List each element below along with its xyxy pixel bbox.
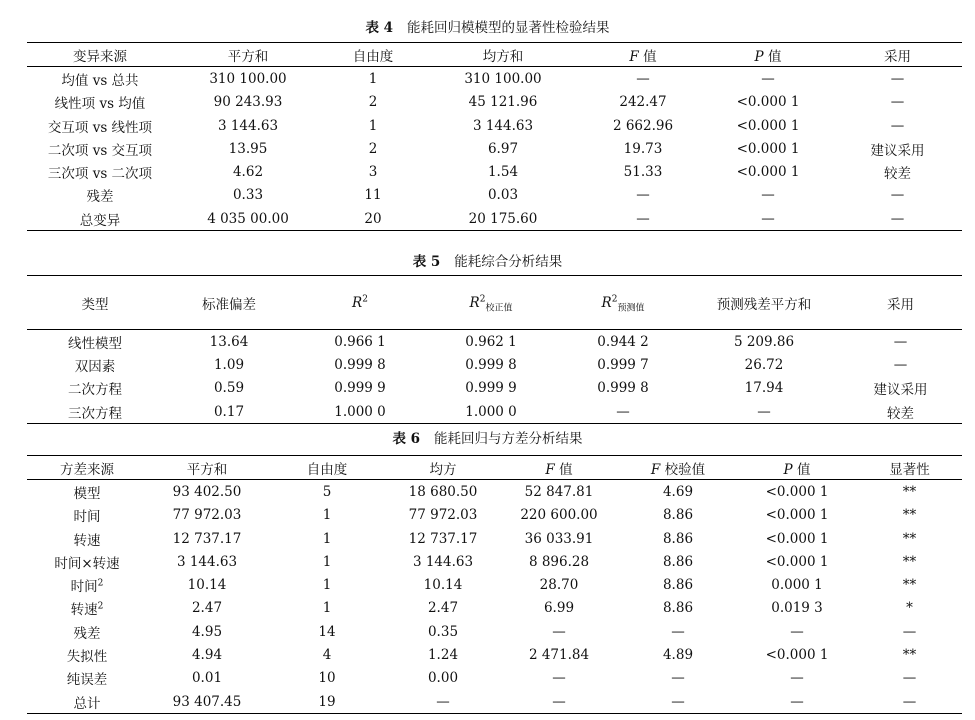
table-cell: 失拟性 — [66, 649, 108, 666]
table-cell: 建议采用 — [870, 142, 925, 159]
table-cell: 三次方程 — [68, 405, 122, 422]
superscript: 2 — [479, 294, 486, 304]
text-span: 值 — [796, 461, 811, 478]
table-cell: — — [893, 333, 908, 350]
table-cell: 2.47 — [191, 600, 223, 617]
table-cell: — — [902, 693, 917, 710]
table-cell: 1.000 0 — [465, 403, 517, 420]
table-cell: — — [890, 210, 905, 227]
table6-header-f-check — [619, 456, 737, 480]
table-cell: — — [636, 210, 650, 227]
table5-header-r2-adj — [425, 276, 557, 330]
table-cell: 1 — [322, 600, 332, 617]
text-span: R — [601, 294, 612, 311]
table-cell: 1 — [322, 553, 332, 570]
table-cell: <0.000 1 — [765, 530, 829, 547]
table-cell: 1.09 — [213, 356, 245, 373]
table4-header-f — [583, 43, 703, 67]
table-cell: 残差 — [86, 189, 114, 206]
table-row — [27, 114, 962, 137]
table-cell: 0.000 1 — [771, 577, 823, 594]
table-cell: — — [890, 70, 905, 87]
table-cell: 310 100.00 — [464, 70, 542, 87]
table-cell: 28.70 — [539, 577, 579, 594]
table-cell: 52 847.81 — [524, 483, 594, 500]
table-cell: 77 972.03 — [172, 507, 242, 524]
table-cell: 总变异 — [79, 212, 121, 229]
table-row — [27, 353, 962, 376]
table-cell: <0.000 1 — [736, 140, 800, 157]
text-span: F — [650, 461, 661, 478]
table-row — [27, 330, 962, 354]
table-cell: — — [552, 693, 566, 710]
table-cell: <0.000 1 — [765, 507, 829, 524]
table-row — [27, 667, 962, 690]
table-cell: — — [671, 623, 685, 640]
table-row — [27, 160, 962, 183]
table-cell: 0.999 9 — [465, 380, 517, 397]
table-cell: <0.000 1 — [736, 94, 800, 111]
superscript: 2 — [97, 578, 104, 589]
table-cell: 36 033.91 — [524, 530, 594, 547]
table-cell: 4.69 — [662, 483, 694, 500]
table-cell: 3 — [368, 164, 378, 181]
table-cell: <0.000 1 — [765, 553, 829, 570]
subscript: 预测值 — [617, 303, 645, 314]
table5-header-adopt: 采用 — [887, 296, 914, 313]
table-row — [27, 620, 962, 643]
table-cell: 0.962 1 — [465, 333, 517, 350]
table-cell: 8.86 — [662, 530, 694, 547]
table-cell: 12 737.17 — [172, 530, 242, 547]
table5-caption — [0, 254, 975, 270]
superscript: 2 — [97, 601, 104, 612]
table-cell: 0.33 — [232, 187, 264, 204]
table-cell: 2.47 — [427, 600, 459, 617]
table-cell — [27, 573, 147, 596]
text-span: R — [469, 294, 480, 311]
table5-header-type: 类型 — [81, 296, 109, 313]
table-cell: 10 — [318, 670, 336, 687]
table-cell: 2 662.96 — [612, 117, 674, 134]
table-cell: — — [761, 187, 775, 204]
table-cell: 2 — [368, 94, 378, 111]
table-cell: 0.999 9 — [334, 380, 386, 397]
table-cell: 4 — [322, 647, 332, 664]
table-cell: 1 — [322, 507, 332, 524]
text-span: 值 — [559, 461, 573, 478]
table-cell: 0.999 7 — [597, 356, 649, 373]
text-span: 值 — [643, 48, 657, 65]
table-cell: 11 — [364, 187, 382, 204]
table5-header-press: 预测残差平方和 — [716, 296, 812, 313]
table-cell: 3 144.63 — [176, 553, 238, 570]
table-cell: — — [890, 117, 905, 134]
table-cell: — — [790, 623, 804, 640]
table-cell: 3 144.63 — [412, 553, 474, 570]
table-cell: 0.00 — [427, 670, 459, 687]
table6-label: 表 6 — [392, 431, 421, 447]
table-cell: — — [761, 70, 775, 87]
table-cell: 0.999 8 — [597, 380, 649, 397]
table-cell: ** — [902, 647, 917, 664]
table4-header-row — [27, 43, 962, 67]
text-span: F — [545, 461, 555, 478]
table-cell: — — [552, 623, 566, 640]
table6-header-row — [27, 456, 962, 480]
table-cell: 242.47 — [619, 94, 667, 111]
table-cell: — — [616, 403, 630, 420]
table-cell: — — [671, 670, 685, 687]
table-cell: <0.000 1 — [765, 647, 829, 664]
table-cell: 10.14 — [423, 577, 463, 594]
table-cell: 转速 — [73, 532, 101, 549]
table-cell: 6.99 — [543, 600, 575, 617]
table-cell: 双因素 — [74, 358, 116, 375]
table-row — [27, 91, 962, 114]
table-cell: 线性模型 — [68, 335, 122, 352]
table-cell: — — [890, 94, 905, 111]
table-cell: 19 — [318, 693, 336, 710]
table-cell: 0.999 8 — [334, 356, 386, 373]
table-cell: 3 144.63 — [472, 117, 534, 134]
table-row — [27, 690, 962, 714]
table-cell: 1 — [322, 530, 332, 547]
table-cell: 0.999 8 — [465, 356, 517, 373]
table4-header-ss: 平方和 — [227, 48, 269, 65]
table-cell: 13.64 — [209, 333, 249, 350]
table-cell — [27, 597, 147, 620]
table-cell: 二次方程 — [68, 382, 122, 399]
table-cell: 0.59 — [213, 380, 245, 397]
table-cell: ** — [902, 577, 917, 594]
table-cell: 6.97 — [487, 140, 519, 157]
table5 — [27, 275, 962, 424]
table-cell: <0.000 1 — [736, 117, 800, 134]
table-cell: — — [757, 403, 771, 420]
table-row — [27, 377, 962, 400]
table-cell: 纯误差 — [66, 672, 108, 689]
table-cell: 1 — [368, 117, 378, 134]
table-cell: — — [761, 210, 775, 227]
table6-header-ss: 平方和 — [186, 461, 228, 478]
table-cell: 4 035 00.00 — [207, 210, 289, 227]
table-cell: 8 896.28 — [528, 553, 590, 570]
table-cell: 4.94 — [191, 647, 223, 664]
table-cell: — — [790, 693, 804, 710]
table6-header-f — [499, 456, 619, 480]
table-cell: 13.95 — [228, 140, 268, 157]
table-cell: 1.000 0 — [334, 403, 386, 420]
table-row — [27, 550, 962, 573]
text-span: F — [629, 48, 639, 65]
table-cell: 3 144.63 — [217, 117, 279, 134]
table5-header-r2 — [295, 276, 425, 330]
text-span: 转速 — [70, 602, 98, 619]
table-cell: 93 402.50 — [172, 483, 242, 500]
table-cell: 时间 — [73, 509, 101, 526]
table4-header-df: 自由度 — [352, 48, 394, 65]
table-row — [27, 597, 962, 620]
table-cell: 26.72 — [744, 356, 784, 373]
text-span: P — [783, 461, 793, 478]
text-span: 时间 — [70, 579, 98, 596]
table-row — [27, 480, 962, 504]
table4-header-p — [703, 43, 833, 67]
table-cell: 建议采用 — [873, 382, 928, 399]
table-cell: 时间×转速 — [54, 555, 120, 572]
table-cell: 20 175.60 — [468, 210, 538, 227]
table-cell: 93 407.45 — [172, 693, 242, 710]
table-cell: 线性项 vs 均值 — [54, 96, 146, 113]
table6-header-p — [737, 456, 857, 480]
table-cell: 0.03 — [487, 187, 519, 204]
table-cell: 90 243.93 — [213, 94, 283, 111]
table6-header-ms: 均方 — [429, 461, 457, 478]
table-cell: ** — [902, 507, 917, 524]
table5-header-std: 标准偏差 — [202, 296, 256, 313]
table-cell: 18 680.50 — [408, 483, 478, 500]
table-cell: — — [902, 670, 917, 687]
table-cell: 1.54 — [487, 164, 519, 181]
table-cell: 4.62 — [232, 164, 264, 181]
text-span: 校验值 — [664, 461, 706, 478]
table-cell: 0.35 — [427, 623, 459, 640]
table-cell: — — [636, 70, 650, 87]
table-row — [27, 207, 962, 231]
table-row — [27, 400, 962, 424]
table-cell: 交互项 vs 线性项 — [47, 119, 153, 136]
table-cell: 1.24 — [427, 647, 459, 664]
table6-caption — [0, 431, 975, 447]
table-cell: — — [636, 187, 650, 204]
table-cell: 220 600.00 — [520, 507, 598, 524]
table-cell: 5 209.86 — [733, 333, 795, 350]
table-cell: <0.000 1 — [765, 483, 829, 500]
table-cell: 8.86 — [662, 577, 694, 594]
text-span: 值 — [767, 48, 782, 65]
table-row — [27, 643, 962, 666]
table-cell: 三次项 vs 二次项 — [47, 166, 153, 183]
table-cell: 2 — [368, 140, 378, 157]
table-cell: 0.01 — [191, 670, 223, 687]
table-row — [27, 67, 962, 91]
table-cell: 10.14 — [187, 577, 227, 594]
superscript: 2 — [611, 294, 618, 304]
table5-title: 能耗综合分析结果 — [454, 254, 563, 270]
table-cell: — — [893, 356, 908, 373]
table-cell: 5 — [322, 483, 332, 500]
table4-header-adopt: 采用 — [884, 48, 911, 65]
table-cell: 1 — [322, 577, 332, 594]
table4-header-ms: 均方和 — [482, 48, 524, 65]
table-cell: 0.944 2 — [597, 333, 649, 350]
table-cell: * — [906, 600, 913, 617]
table-cell: 14 — [318, 623, 336, 640]
table4-header-source: 变异来源 — [73, 48, 127, 65]
table-cell: 4.89 — [662, 647, 694, 664]
table-cell: 51.33 — [623, 164, 663, 181]
table6-header-df: 自由度 — [306, 461, 348, 478]
table6-header-signif: 显著性 — [889, 461, 930, 478]
table5-header-row — [27, 276, 962, 330]
table-cell: 8.86 — [662, 553, 694, 570]
table6-title: 能耗回归与方差分析结果 — [434, 431, 583, 447]
table-cell: 均值 vs 总共 — [61, 72, 139, 89]
subscript: 校正值 — [485, 303, 513, 314]
table6 — [27, 455, 962, 714]
table-cell: ** — [902, 530, 917, 547]
table4 — [27, 42, 962, 231]
table-cell: — — [552, 670, 566, 687]
table-row — [27, 527, 962, 550]
table-cell: 8.86 — [662, 507, 694, 524]
text-span: P — [754, 48, 764, 65]
table-cell: 二次项 vs 交互项 — [47, 142, 153, 159]
table-row — [27, 504, 962, 527]
table-cell: 17.94 — [744, 380, 784, 397]
table6-header-source: 方差来源 — [60, 461, 114, 478]
table-cell: ** — [902, 553, 917, 570]
table-cell: 总计 — [73, 695, 101, 712]
table-row — [27, 184, 962, 207]
table-cell: — — [671, 693, 685, 710]
table-cell: — — [436, 693, 450, 710]
superscript: 2 — [362, 294, 368, 304]
table-cell: 45 121.96 — [468, 94, 538, 111]
table-cell: 模型 — [73, 485, 101, 502]
table-cell: 19.73 — [623, 140, 663, 157]
table-cell: 0.966 1 — [334, 333, 386, 350]
table-cell: 较差 — [884, 166, 911, 183]
table-row — [27, 573, 962, 596]
table-cell: ** — [902, 483, 917, 500]
table-cell: 8.86 — [662, 600, 694, 617]
table5-label: 表 5 — [412, 254, 441, 270]
table-cell: 残差 — [73, 625, 101, 642]
table-cell: 4.95 — [191, 623, 223, 640]
table4-title: 能耗回归模模型的显著性检验结果 — [407, 20, 610, 36]
table-cell: 2 471.84 — [528, 647, 590, 664]
table4-label: 表 4 — [365, 20, 394, 36]
table-cell: <0.000 1 — [736, 164, 800, 181]
table5-header-r2-pred — [557, 276, 689, 330]
text-span: R — [352, 294, 363, 311]
table-row — [27, 137, 962, 160]
table-cell: 77 972.03 — [408, 507, 478, 524]
table-cell: 较差 — [887, 405, 914, 422]
table-cell: — — [902, 623, 917, 640]
table-cell: — — [890, 187, 905, 204]
table-cell: 310 100.00 — [209, 70, 287, 87]
table-cell: — — [790, 670, 804, 687]
table4-caption — [0, 20, 975, 36]
table-cell: 0.019 3 — [771, 600, 823, 617]
table-cell: 0.17 — [213, 403, 245, 420]
table-cell: 1 — [368, 70, 378, 87]
table-cell: 12 737.17 — [408, 530, 478, 547]
table-cell: 20 — [364, 210, 382, 227]
